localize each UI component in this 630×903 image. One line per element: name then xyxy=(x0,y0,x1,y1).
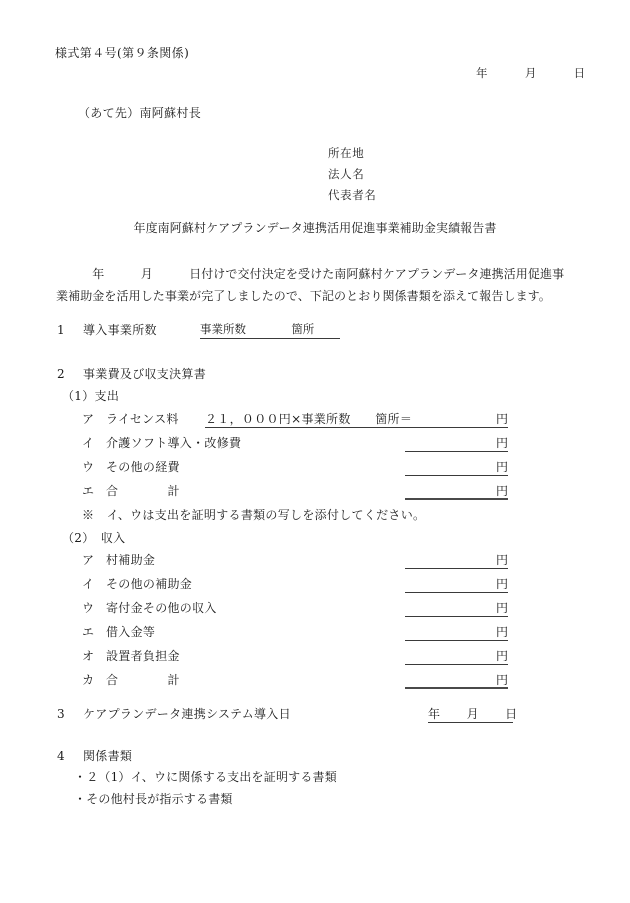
section-1-title: 導入事業所数 xyxy=(83,323,157,337)
income-row-1 xyxy=(82,554,155,566)
income-row-2-unit: 円 xyxy=(496,577,509,591)
expense-row-3 xyxy=(82,461,180,473)
expense-row-1-formula[interactable]: ２１，０００円×事業所数 箇所＝ xyxy=(205,412,413,426)
income-row-4-mark: エ xyxy=(82,625,95,639)
section-4-heading xyxy=(57,750,132,762)
header-date-line xyxy=(476,68,585,80)
section-3-number: 3 xyxy=(57,707,65,721)
income-row-2 xyxy=(82,578,192,590)
income-row-4 xyxy=(82,626,155,638)
addressee-line: （あて先）南阿蘇村長 xyxy=(78,106,202,120)
expense-row-3-unit: 円 xyxy=(496,460,509,474)
expense-row-total-input[interactable] xyxy=(405,498,508,500)
sender-address-label: 所在地 xyxy=(328,146,365,160)
income-row-2-name: その他の補助金 xyxy=(106,577,193,591)
expense-row-2-input[interactable] xyxy=(405,451,508,452)
income-row-3-name: 寄付金その他の収入 xyxy=(106,601,217,615)
expense-subheading: （1）支出 xyxy=(62,389,120,403)
section-3-heading xyxy=(57,708,291,720)
income-row-4-input[interactable] xyxy=(405,640,508,641)
income-row-1-name: 村補助金 xyxy=(106,553,156,567)
income-row-2-input[interactable] xyxy=(405,592,508,593)
expense-note: ※ イ、ウは支出を証明する書類の写しを添付してください。 xyxy=(82,508,426,522)
expense-row-2-name: 介護ソフト導入・改修費 xyxy=(106,436,242,450)
expense-row-3-mark: ウ xyxy=(82,460,95,474)
expense-row-total-unit: 円 xyxy=(496,484,509,498)
expense-row-2-mark: イ xyxy=(82,436,95,450)
section-2-heading xyxy=(57,368,206,380)
section-3-date-day: 日 xyxy=(505,707,518,721)
income-row-3-unit: 円 xyxy=(496,601,509,615)
header-date-year: 年 xyxy=(476,66,488,80)
expense-row-1-unit: 円 xyxy=(496,412,509,426)
section-4-number: 4 xyxy=(57,749,65,763)
income-row-3-input[interactable] xyxy=(405,616,508,617)
expense-row-total xyxy=(82,485,180,497)
header-date-day: 日 xyxy=(573,66,586,80)
section-1-heading xyxy=(57,324,157,336)
expense-row-total-mark: エ xyxy=(82,484,95,498)
section-3-title: ケアプランデータ連携システム導入日 xyxy=(83,707,291,721)
income-row-total-unit: 円 xyxy=(496,673,509,687)
income-row-2-mark: イ xyxy=(82,577,95,591)
income-row-5-name: 設置者負担金 xyxy=(106,649,180,663)
expense-row-total-name: 合 計 xyxy=(106,484,180,498)
form-number: 様式第４号(第９条関係) xyxy=(55,46,190,60)
income-subheading: （2） 収入 xyxy=(62,531,126,545)
expense-row-3-input[interactable] xyxy=(405,475,508,476)
income-row-total-name: 合 計 xyxy=(106,673,180,687)
expense-row-1-name: ライセンス料 xyxy=(106,412,179,426)
income-row-1-input[interactable] xyxy=(405,568,508,569)
income-row-5-input[interactable] xyxy=(405,664,508,665)
income-row-3 xyxy=(82,602,217,614)
section-3-date-field[interactable] xyxy=(428,707,518,723)
section-2-title: 事業費及び収支決算書 xyxy=(83,367,207,381)
income-row-4-name: 借入金等 xyxy=(106,625,156,639)
expense-row-1 xyxy=(82,413,179,425)
expense-row-3-name: その他の経費 xyxy=(106,460,180,474)
section-2-number: 2 xyxy=(57,367,65,381)
income-row-1-unit: 円 xyxy=(496,553,509,567)
section-4-item-2: ・その他村長が指示する書類 xyxy=(74,792,233,806)
section-1-field-underline[interactable] xyxy=(200,324,340,339)
section-4-item-1: ・２（1）イ、ウに関係する支出を証明する書類 xyxy=(74,770,337,784)
section-1-field-label: 事業所数 xyxy=(200,322,246,336)
expense-row-2 xyxy=(82,437,241,449)
section-4-title: 関係書類 xyxy=(83,749,133,763)
section-1-number: 1 xyxy=(57,323,65,337)
income-row-total xyxy=(82,674,180,686)
income-row-3-mark: ウ xyxy=(82,601,95,615)
sender-corporation-label: 法人名 xyxy=(328,167,365,181)
income-row-5 xyxy=(82,650,180,662)
section-1-field[interactable] xyxy=(200,324,340,339)
header-date-month: 月 xyxy=(524,66,537,80)
page-title: 年度南阿蘇村ケアプランデータ連携活用促進事業補助金実績報告書 xyxy=(133,221,497,235)
section-1-field-unit: 箇所 xyxy=(291,322,315,336)
income-row-5-mark: オ xyxy=(82,649,95,663)
income-row-total-input[interactable] xyxy=(405,687,508,689)
body-paragraph: 年 月 日付けで交付決定を受けた南阿蘇村ケアプランデータ連携活用促進事業補助金を活用した事業が完了しましたので、下記のとおり関係書類を添えて報告します。 xyxy=(56,267,565,303)
section-3-date-month: 月 xyxy=(466,707,479,721)
income-row-total-mark: カ xyxy=(82,673,95,687)
expense-row-1-mark: ア xyxy=(82,412,95,426)
expense-row-1-input[interactable] xyxy=(405,427,508,428)
sender-representative-label: 代表者名 xyxy=(328,188,377,202)
income-row-1-mark: ア xyxy=(82,553,95,567)
income-row-5-unit: 円 xyxy=(496,649,509,663)
expense-row-2-unit: 円 xyxy=(496,436,509,450)
section-3-date-year: 年 xyxy=(428,707,441,721)
income-row-4-unit: 円 xyxy=(496,625,509,639)
